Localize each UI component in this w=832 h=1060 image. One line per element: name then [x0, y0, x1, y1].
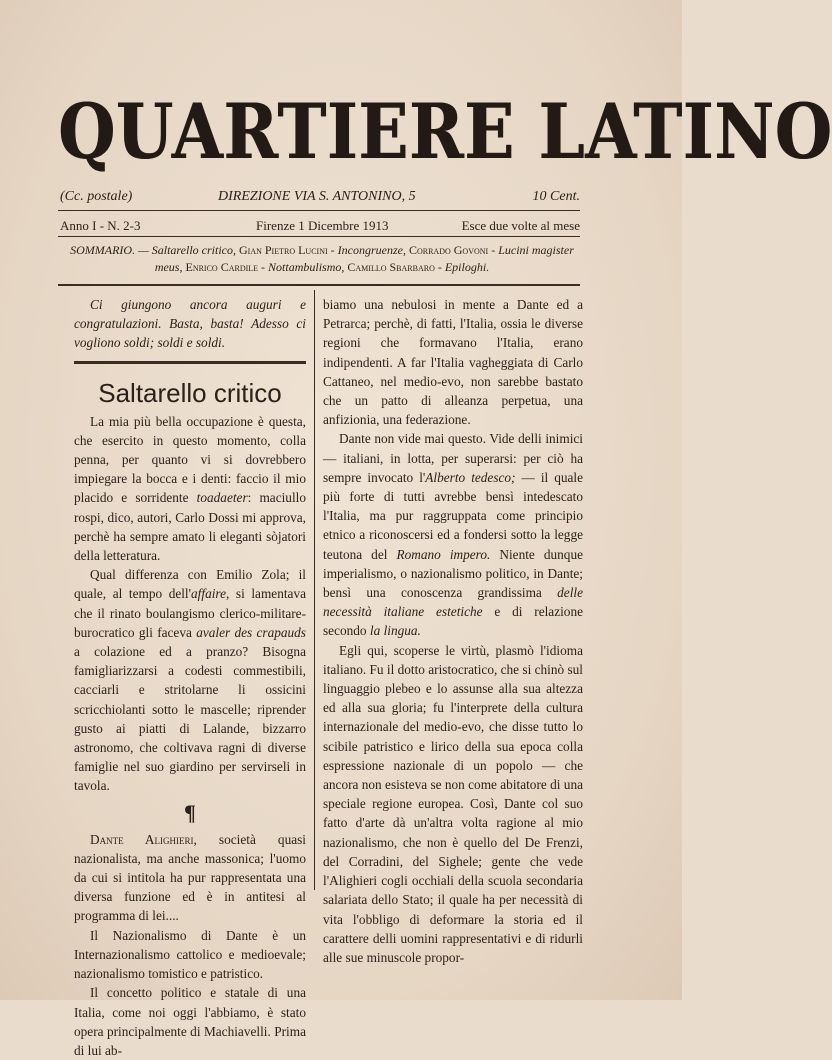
- paragraph: Egli qui, scoperse le virtù, plasmò l'idioma italiano. Fu il dotto aristocratico, che si chinò sul linguaggio plebeo e lo assunse alla sua altezza ed alla sua gloria; fu l'interprete della cultura internazionale del medio-evo, che disse tutto lo scibile patristico e lirico della sua epoca colla espressione nazionale di un popolo — che ancora non esisteva se non come abitatore di una speciale regione europea. Così, Dante col suo fatto d'arte dà un'altra volta ragione al mio nazionalismo, che non è quello del De Frenzi, del Corradini, del Sighele; gente che vede l'Alighieri cogli occhiali della scuola secondaria salariata dello Stato; il quale ha per necessità di vita l'obbligo di deformare la storia ed il carattere delli uomini rappresentativi e di ridurli alle sue minuscole propor-: [323, 642, 583, 965]
- sommario-author-4: Camillo Sbarbaro: [344, 260, 438, 274]
- paragraph: Dante non vide mai questo. Vide delli inimici — italiani, in lotta, per superarsi: per ciò ha sempre invocato l'Alberto tedesco; — il quale più forte di tutti avrebbe bensì intedescato l'Italia, ma pur raggruppata come principio etnico a riconoscersi ed a fondersi sotto la legge teutona del Romano impero. Niente dunque imperialismo, o nazionalismo politico, in Dante; bensì una conoscenza grandissima delle necessità italiane estetiche e di relazione secondo la lingua.: [323, 431, 584, 639]
- sommario-author-3: Enrico Cardile: [182, 260, 262, 274]
- pilcrow-separator: ¶: [184, 799, 196, 825]
- sommario: [60, 242, 584, 276]
- quote-box: Ci giungono ancora auguri e congratulazioni. Basta, basta! Adesso ci vogliono soldi; soldi e soldi.: [74, 297, 306, 351]
- top-rule: [58, 210, 580, 211]
- issue-rule: [58, 236, 580, 237]
- price: 10 Cent.: [532, 189, 580, 204]
- paragraph: Il concetto politico e statale di una Italia, come noi oggi l'abbiamo, è stato opera principalmente di Machiavelli. Prima di lui ab-: [74, 985, 306, 1058]
- postal-note: (Cc. postale): [60, 189, 133, 204]
- paragraph: biamo una nebulosi in mente a Dante ed a Petrarca; perchè, di fatti, l'Italia, ossia le diverse regioni che formavano l'Italia, erano indipendenti. A far l'Italia vagheggiata di Carlo Cattaneo, nel medio-evo, non sarebbe bastato che un patto di alleanza perpetua, una anfizionia, una federazione.: [323, 297, 583, 428]
- sommario-item-1: Saltarello critico,: [151, 243, 236, 257]
- left-column: [74, 295, 306, 1060]
- sommario-item-5: - Epiloghi.: [437, 260, 490, 274]
- column-divider: [314, 290, 315, 890]
- sommario-label: SOMMARIO. —: [70, 243, 152, 257]
- direction-address: DIREZIONE VIA S. ANTONINO, 5: [218, 189, 416, 204]
- paragraph: Qual differenza con Emilio Zola; il quale, al tempo dell'affaire, si lamentava che il rinato boulangismo clerico-militare-burocratico gli faceva avaler des crapauds a colazione ed a pranzo? Bisogna famigliarizzarsi a codesti commestibili, cacciarli e stritolarne li ossicini scricchiolanti sotto le mascelle; riprender gusto ai piatti di Lalande, bizzarro astronomo, che coltivava ragni di diverse famiglie nel suo giardino per servirseli in tavola.: [74, 567, 306, 794]
- sommario-author-1: Gian Pietro Lucini: [235, 243, 331, 257]
- right-column: [323, 295, 583, 967]
- paragraph: Dante Alighieri, società quasi nazionalista, ma anche massonica; l'uomo da cui si intitola ha pur rappresentata una diversa funzione ed è in antitesi al programma di lei....: [74, 831, 306, 924]
- article-heading: Saltarello critico: [98, 377, 282, 408]
- sommario-item-4: - Nottambulismo,: [261, 260, 345, 274]
- paragraph: La mia più bella occupazione è questa, che esercito in questo momento, colla penna, per quanto vi si dovrebbero impiegare la bocca e i denti: faccio il mio placido e sorridente toadaeter: maciullo rospi, dico, autori, Carlo Dossi mi approva, perchè ha sempre amato li eleganti sòjatori della letteratura.: [74, 413, 306, 564]
- sommario-item-2: - Incongruenze,: [330, 243, 406, 257]
- issue-frequency: Esce due volte al mese: [461, 218, 580, 233]
- sommario-rule: [58, 284, 580, 286]
- sommario-item-3: - Lucini magister meus,: [154, 243, 574, 274]
- sommario-author-2: Corrado Govoni: [405, 243, 492, 257]
- issue-number: Anno I - N. 2-3: [60, 218, 141, 233]
- masthead-title: QUARTIERE LATINO: [58, 84, 548, 180]
- quote-rule: [74, 361, 306, 364]
- issue-date: Firenze 1 Dicembre 1913: [256, 218, 389, 233]
- paragraph: Il Nazionalismo di Dante è un Internazionalismo cattolico e medioevale; nazionalismo tomistico e patristico.: [74, 927, 306, 982]
